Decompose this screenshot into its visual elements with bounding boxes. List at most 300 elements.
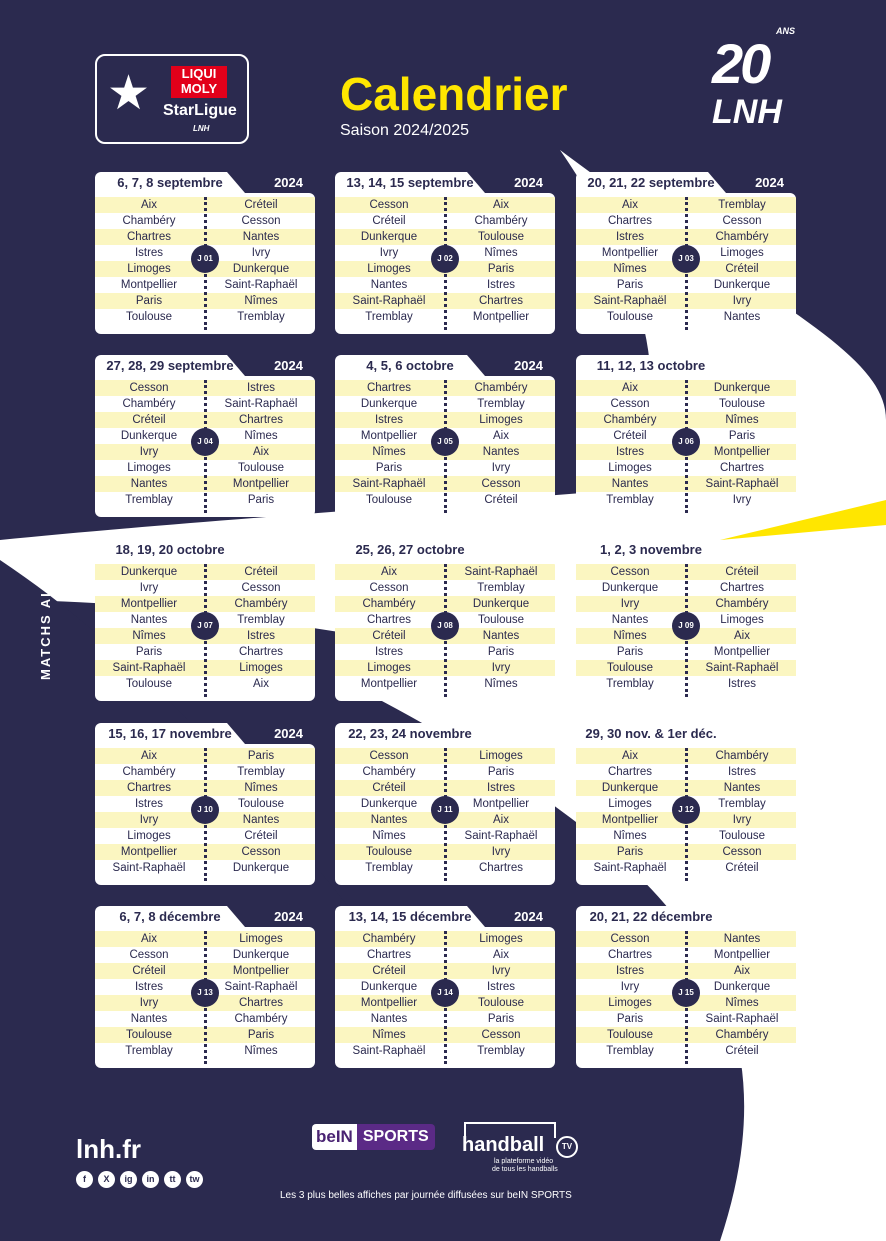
home-team: Saint-Raphaël [593, 295, 667, 307]
round-card [335, 906, 555, 1068]
away-team: Chambéry [474, 382, 528, 394]
round-year: 2024 [514, 726, 543, 741]
home-team: Chartres [607, 215, 653, 227]
home-team: Nîmes [372, 446, 406, 458]
round-card [335, 355, 555, 517]
away-team: Nantes [723, 782, 761, 794]
away-team: Limoges [479, 414, 523, 426]
away-team: Paris [728, 430, 756, 442]
away-team: Créteil [244, 830, 278, 842]
home-team: Chartres [607, 766, 653, 778]
away-team: Paris [247, 494, 275, 506]
round-year: 2024 [274, 726, 303, 741]
home-team: Créteil [613, 430, 647, 442]
away-team: Saint-Raphaël [464, 566, 538, 578]
away-team: Tremblay [718, 798, 766, 810]
round-year: 2024 [755, 175, 784, 190]
away-team: Nîmes [244, 782, 278, 794]
away-team: Nantes [482, 630, 520, 642]
round-card [95, 906, 315, 1068]
away-team: Nantes [723, 311, 761, 323]
away-team: Cesson [722, 846, 762, 858]
broadcast-note: Les 3 plus belles affiches par journée diffusées sur beIN SPORTS [280, 1190, 572, 1201]
home-team: Ivry [139, 582, 159, 594]
away-team: Limoges [239, 662, 283, 674]
home-team: Limoges [127, 830, 171, 842]
home-team: Créteil [132, 965, 166, 977]
round-matches [335, 744, 555, 885]
away-team: Aix [253, 446, 269, 458]
away-team: Istres [246, 382, 276, 394]
home-team: Toulouse [125, 311, 173, 323]
home-team: Dunkerque [360, 231, 418, 243]
away-team: Ivry [732, 494, 752, 506]
home-team: Montpellier [120, 279, 178, 291]
home-team: Créteil [372, 630, 406, 642]
home-team: Toulouse [365, 494, 413, 506]
home-team: Chambéry [122, 215, 176, 227]
away-team: Saint-Raphaël [705, 1013, 779, 1025]
liqui-moly-logo: LIQUI MOLY [171, 66, 227, 98]
away-team: Aix [493, 199, 509, 211]
handball-tv-logo: handball TV la plateforme vidéo de tous les handballs [462, 1120, 580, 1172]
home-team: Dunkerque [601, 582, 659, 594]
away-team: Saint-Raphaël [464, 830, 538, 842]
round-card [95, 172, 315, 334]
home-team: Cesson [610, 933, 650, 945]
home-team: Paris [375, 462, 403, 474]
away-team: Istres [486, 279, 516, 291]
home-team: Dunkerque [120, 566, 178, 578]
round-badge: J 09 [672, 612, 700, 640]
round-badge: J 03 [672, 245, 700, 273]
round-matches [576, 744, 796, 885]
home-team: Istres [615, 446, 645, 458]
away-team: Créteil [484, 494, 518, 506]
round-year: 2024 [514, 542, 543, 557]
away-team: Istres [727, 766, 757, 778]
x-icon[interactable]: X [98, 1171, 115, 1188]
lnh-20-years-logo: 20 ANS LNH [712, 26, 796, 131]
away-team: Chambéry [234, 1013, 288, 1025]
away-team: Chartres [238, 414, 284, 426]
round-matches [95, 376, 315, 517]
round-card [576, 172, 796, 334]
home-team: Chartres [126, 782, 172, 794]
round-year: 2024 [274, 542, 303, 557]
away-team: Toulouse [477, 231, 525, 243]
away-team: Aix [734, 965, 750, 977]
away-team: Nantes [482, 446, 520, 458]
round-matches [576, 376, 796, 517]
home-team: Dunkerque [120, 430, 178, 442]
away-team: Limoges [239, 933, 283, 945]
home-team: Cesson [369, 750, 409, 762]
home-team: Dunkerque [360, 981, 418, 993]
round-badge: J 14 [431, 979, 459, 1007]
home-team: Nantes [130, 614, 168, 626]
matchs-aller-label: MATCHS ALLER [38, 554, 53, 680]
home-team: Nîmes [372, 830, 406, 842]
away-team: Toulouse [718, 830, 766, 842]
tiktok-icon[interactable]: tt [164, 1171, 181, 1188]
away-team: Nîmes [244, 295, 278, 307]
away-team: Tremblay [237, 311, 285, 323]
away-team: Chambéry [715, 598, 769, 610]
home-team: Tremblay [125, 494, 173, 506]
away-team: Cesson [241, 582, 281, 594]
away-team: Limoges [479, 933, 523, 945]
round-badge: J 01 [191, 245, 219, 273]
home-team: Limoges [608, 798, 652, 810]
round-badge: J 05 [431, 428, 459, 456]
home-team: Montpellier [601, 814, 659, 826]
away-team: Limoges [479, 750, 523, 762]
home-team: Nîmes [372, 1029, 406, 1041]
away-team: Cesson [481, 1029, 521, 1041]
round-card [576, 539, 796, 701]
away-team: Saint-Raphaël [224, 398, 298, 410]
home-team: Cesson [610, 566, 650, 578]
home-team: Istres [374, 646, 404, 658]
home-team: Istres [615, 231, 645, 243]
away-team: Saint-Raphaël [705, 478, 779, 490]
home-team: Aix [141, 199, 157, 211]
away-team: Montpellier [713, 949, 771, 961]
round-matches [576, 927, 796, 1068]
star-icon: ★ [107, 67, 151, 120]
home-team: Chambéry [122, 398, 176, 410]
away-team: Créteil [244, 566, 278, 578]
home-team: Toulouse [606, 1029, 654, 1041]
round-card [576, 906, 796, 1068]
home-team: Nîmes [613, 263, 647, 275]
away-team: Istres [727, 678, 757, 690]
home-team: Saint-Raphaël [112, 662, 186, 674]
round-badge: J 07 [191, 612, 219, 640]
starligue-logo [95, 54, 249, 144]
round-card [95, 723, 315, 885]
round-matches [95, 744, 315, 885]
home-team: Tremblay [606, 678, 654, 690]
home-team: Chartres [366, 382, 412, 394]
round-badge: J 06 [672, 428, 700, 456]
round-card [576, 723, 796, 885]
facebook-icon[interactable]: f [76, 1171, 93, 1188]
away-team: Chartres [478, 862, 524, 874]
twitch-icon[interactable]: tw [186, 1171, 203, 1188]
home-team: Dunkerque [601, 782, 659, 794]
round-matches [335, 193, 555, 334]
home-team: Nantes [130, 1013, 168, 1025]
away-team: Saint-Raphaël [224, 981, 298, 993]
away-team: Paris [487, 766, 515, 778]
round-card [95, 539, 315, 701]
home-team: Créteil [372, 965, 406, 977]
home-team: Chambéry [362, 933, 416, 945]
away-team: Nîmes [725, 414, 759, 426]
home-team: Paris [135, 646, 163, 658]
away-team: Ivry [732, 295, 752, 307]
away-team: Ivry [491, 846, 511, 858]
home-team: Toulouse [125, 678, 173, 690]
home-team: Cesson [129, 382, 169, 394]
round-date: 18, 19, 20 octobre [115, 542, 225, 557]
away-team: Toulouse [477, 614, 525, 626]
away-team: Tremblay [237, 766, 285, 778]
away-team: Cesson [241, 215, 281, 227]
away-team: Toulouse [718, 398, 766, 410]
round-card [335, 539, 555, 701]
away-team: Dunkerque [232, 862, 290, 874]
away-team: Paris [487, 646, 515, 658]
round-date: 11, 12, 13 octobre [596, 358, 706, 373]
instagram-icon[interactable]: ig [120, 1171, 137, 1188]
round-date: 13, 14, 15 septembre [346, 175, 474, 190]
home-team: Paris [616, 846, 644, 858]
away-team: Ivry [491, 965, 511, 977]
home-team: Paris [616, 646, 644, 658]
round-year: 2024 [274, 175, 303, 190]
round-year: 2024 [514, 175, 543, 190]
away-team: Tremblay [477, 1045, 525, 1057]
home-team: Istres [134, 798, 164, 810]
round-card [335, 723, 555, 885]
home-team: Limoges [127, 462, 171, 474]
home-team: Tremblay [125, 1045, 173, 1057]
round-date: 27, 28, 29 septembre [106, 358, 234, 373]
away-team: Paris [487, 1013, 515, 1025]
away-team: Nîmes [725, 997, 759, 1009]
away-team: Dunkerque [232, 263, 290, 275]
home-team: Chambéry [362, 598, 416, 610]
away-team: Istres [486, 981, 516, 993]
home-team: Montpellier [360, 997, 418, 1009]
away-team: Chambéry [715, 231, 769, 243]
away-team: Montpellier [713, 446, 771, 458]
home-team: Paris [616, 279, 644, 291]
away-team: Chartres [238, 646, 284, 658]
away-team: Tremblay [477, 398, 525, 410]
home-team: Istres [134, 247, 164, 259]
round-matches [335, 560, 555, 701]
away-team: Toulouse [477, 997, 525, 1009]
home-team: Créteil [372, 782, 406, 794]
round-year: 2024 [755, 909, 784, 924]
away-team: Aix [493, 430, 509, 442]
away-team: Limoges [720, 247, 764, 259]
away-team: Tremblay [718, 199, 766, 211]
home-team: Cesson [369, 582, 409, 594]
round-badge: J 02 [431, 245, 459, 273]
home-team: Chambéry [603, 414, 657, 426]
round-year: 2024 [755, 726, 784, 741]
home-team: Aix [381, 566, 397, 578]
home-team: Ivry [620, 598, 640, 610]
home-team: Cesson [369, 199, 409, 211]
home-team: Limoges [367, 263, 411, 275]
away-team: Nantes [242, 814, 280, 826]
away-team: Nantes [723, 933, 761, 945]
away-team: Tremblay [237, 614, 285, 626]
round-badge: J 12 [672, 796, 700, 824]
home-team: Istres [134, 981, 164, 993]
website-link[interactable]: lnh.fr [76, 1134, 141, 1164]
home-team: Nantes [611, 478, 649, 490]
away-team: Montpellier [232, 478, 290, 490]
round-badge: J 15 [672, 979, 700, 1007]
round-matches [95, 927, 315, 1068]
away-team: Istres [246, 630, 276, 642]
round-matches [576, 560, 796, 701]
home-team: Nantes [611, 614, 649, 626]
round-year: 2024 [274, 358, 303, 373]
page-title: Calendrier [340, 68, 568, 120]
away-team: Paris [247, 1029, 275, 1041]
bein-sports-logo: beIN SPORTS [312, 1124, 435, 1150]
round-year: 2024 [755, 542, 784, 557]
home-team: Montpellier [120, 846, 178, 858]
away-team: Montpellier [472, 798, 530, 810]
round-year: 2024 [274, 909, 303, 924]
away-team: Créteil [244, 199, 278, 211]
home-team: Tremblay [606, 494, 654, 506]
round-badge: J 11 [431, 796, 459, 824]
away-team: Créteil [725, 263, 759, 275]
away-team: Dunkerque [472, 598, 530, 610]
home-team: Paris [616, 1013, 644, 1025]
home-team: Tremblay [365, 862, 413, 874]
home-team: Chambéry [362, 766, 416, 778]
away-team: Chartres [478, 295, 524, 307]
away-team: Saint-Raphaël [705, 662, 779, 674]
home-team: Saint-Raphaël [112, 862, 186, 874]
home-team: Ivry [379, 247, 399, 259]
social-links [76, 1171, 203, 1188]
round-matches [95, 560, 315, 701]
round-matches [335, 376, 555, 517]
away-team: Paris [487, 263, 515, 275]
away-team: Chartres [719, 582, 765, 594]
home-team: Nîmes [132, 630, 166, 642]
round-date: 29, 30 nov. & 1er déc. [585, 726, 717, 741]
away-team: Dunkerque [713, 279, 771, 291]
home-team: Tremblay [606, 1045, 654, 1057]
home-team: Toulouse [365, 846, 413, 858]
away-team: Chambéry [474, 215, 528, 227]
round-date: 6, 7, 8 décembre [119, 909, 221, 924]
away-team: Nîmes [244, 1045, 278, 1057]
home-team: Montpellier [120, 598, 178, 610]
home-team: Aix [141, 750, 157, 762]
home-team: Toulouse [606, 662, 654, 674]
lnh-mini-wordmark: LNH [193, 124, 210, 133]
away-team: Aix [734, 630, 750, 642]
home-team: Limoges [367, 662, 411, 674]
round-date: 4, 5, 6 octobre [366, 358, 454, 373]
home-team: Cesson [129, 949, 169, 961]
home-team: Ivry [139, 446, 159, 458]
home-team: Saint-Raphaël [593, 862, 667, 874]
home-team: Ivry [139, 814, 159, 826]
away-team: Tremblay [477, 582, 525, 594]
home-team: Ivry [620, 981, 640, 993]
away-team: Saint-Raphaël [224, 279, 298, 291]
season-subtitle: Saison 2024/2025 [340, 122, 469, 139]
away-team: Aix [493, 949, 509, 961]
home-team: Nîmes [613, 830, 647, 842]
away-team: Cesson [481, 478, 521, 490]
home-team: Toulouse [125, 1029, 173, 1041]
home-team: Montpellier [360, 678, 418, 690]
away-team: Ivry [251, 247, 271, 259]
home-team: Toulouse [606, 311, 654, 323]
away-team: Chambéry [234, 598, 288, 610]
away-team: Montpellier [713, 646, 771, 658]
round-year: 2024 [755, 358, 784, 373]
away-team: Chambéry [715, 750, 769, 762]
away-team: Cesson [722, 215, 762, 227]
home-team: Aix [622, 199, 638, 211]
round-date: 20, 21, 22 décembre [589, 909, 713, 924]
home-team: Istres [615, 965, 645, 977]
round-matches [95, 193, 315, 334]
home-team: Limoges [608, 997, 652, 1009]
home-team: Nantes [130, 478, 168, 490]
round-date: 20, 21, 22 septembre [587, 175, 715, 190]
home-team: Istres [374, 414, 404, 426]
away-team: Paris [247, 750, 275, 762]
away-team: Créteil [725, 1045, 759, 1057]
away-team: Aix [253, 678, 269, 690]
away-team: Créteil [725, 566, 759, 578]
away-team: Ivry [491, 662, 511, 674]
round-date: 1, 2, 3 novembre [600, 542, 702, 557]
home-team: Chartres [366, 614, 412, 626]
round-card [335, 172, 555, 334]
home-team: Aix [622, 750, 638, 762]
linkedin-icon[interactable]: in [142, 1171, 159, 1188]
round-card [576, 355, 796, 517]
round-badge: J 13 [191, 979, 219, 1007]
home-team: Saint-Raphaël [352, 1045, 426, 1057]
away-team: Dunkerque [232, 949, 290, 961]
home-team: Aix [622, 382, 638, 394]
round-date: 13, 14, 15 décembre [348, 909, 472, 924]
home-team: Chambéry [122, 766, 176, 778]
home-team: Saint-Raphaël [352, 295, 426, 307]
round-date: 15, 16, 17 novembre [108, 726, 232, 741]
round-date: 22, 23, 24 novembre [348, 726, 472, 741]
away-team: Limoges [720, 614, 764, 626]
home-team: Dunkerque [360, 798, 418, 810]
away-team: Nîmes [484, 247, 518, 259]
away-team: Nîmes [484, 678, 518, 690]
home-team: Créteil [132, 414, 166, 426]
away-team: Dunkerque [713, 382, 771, 394]
home-team: Chartres [607, 949, 653, 961]
away-team: Créteil [725, 862, 759, 874]
home-team: Limoges [608, 462, 652, 474]
away-team: Nantes [242, 231, 280, 243]
away-team: Istres [486, 782, 516, 794]
away-team: Toulouse [237, 462, 285, 474]
away-team: Chartres [238, 997, 284, 1009]
home-team: Paris [135, 295, 163, 307]
away-team: Montpellier [472, 311, 530, 323]
away-team: Nîmes [244, 430, 278, 442]
home-team: Aix [141, 933, 157, 945]
